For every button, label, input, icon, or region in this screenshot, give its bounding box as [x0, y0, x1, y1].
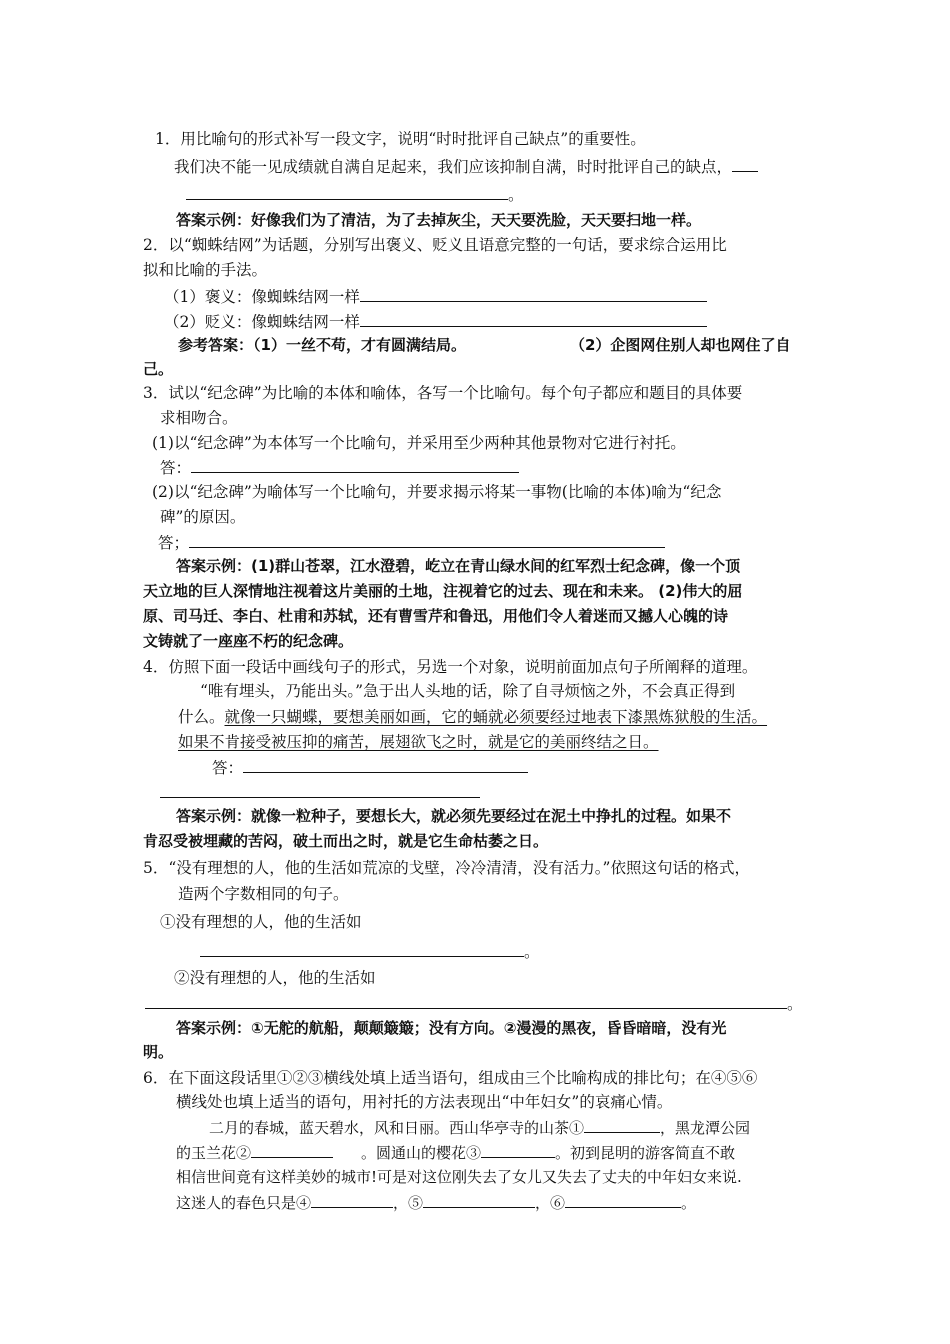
- q2-item-negative: （2）贬义：像蜘蛛结网一样: [164, 310, 707, 333]
- q3-answer-3: 原、司马迁、李白、杜甫和苏轼，还有曹雪芹和鲁迅，用他们令人着迷而又撼人心魄的诗: [143, 607, 729, 625]
- q2-item-positive: （1）褒义：像蜘蛛结网一样: [164, 285, 707, 308]
- q2-stem: 2．以“蜘蛛结网”为话题，分别写出褒义、贬义且语意完整的一句话，要求综合运用比: [143, 236, 727, 254]
- q1-answer-blank-2[interactable]: [186, 183, 508, 200]
- q6-passage-3: 相信世间竟有这样美妙的城市!可是对这位刚失去了女儿又失去了丈夫的中年妇女来说.: [176, 1168, 742, 1186]
- q6-blank-2[interactable]: [251, 1141, 333, 1158]
- q1-answer-blank[interactable]: [732, 155, 758, 172]
- q4-answer-blank[interactable]: [243, 756, 528, 773]
- q6-blank-6[interactable]: [565, 1191, 681, 1208]
- q4-answer-line: 答：: [212, 756, 528, 779]
- q1-answer: 答案示例：好像我们为了清洁，为了去掉灰尘，天天要洗脸，天天要扫地一样。: [176, 211, 702, 229]
- q6-blank-4[interactable]: [311, 1191, 393, 1208]
- q3-answer-blank-2[interactable]: [189, 531, 665, 548]
- q3-answer: 答案示例：(1)群山苍翠，江水澄碧，屹立在青山绿水间的红军烈士纪念碑，像一个顶: [176, 557, 741, 575]
- q4-passage-1: “唯有埋头，乃能出头。”急于出人头地的话，除了自寻烦恼之外，不会真正得到: [200, 682, 736, 700]
- q3-sub2-cont: 碑”的原因。: [160, 508, 246, 526]
- q6-blank-5[interactable]: [423, 1191, 535, 1208]
- q2-positive-blank[interactable]: [360, 285, 707, 302]
- q4-underlined-sentence: 就像一只蝴蝶，要想美丽如画，它的蛹就必须要经过地表下漆黑炼狱般的生活。: [224, 708, 768, 726]
- q6-passage-1: 二月的春城，蓝天碧水，风和日丽。西山华亭寺的山茶① ，黑龙潭公园: [209, 1116, 750, 1139]
- q6-blank-1[interactable]: [584, 1116, 660, 1133]
- q5-answer-cont: 明。: [143, 1043, 174, 1061]
- q5-item1: ①没有理想的人，他的生活如: [160, 913, 362, 931]
- q5-item1-line: 。: [200, 940, 540, 963]
- q3-answer-line1: 答：: [160, 456, 519, 479]
- q2-negative-blank[interactable]: [360, 310, 707, 327]
- q1-line2: 。: [186, 183, 524, 206]
- q4-passage-2: 什么。就像一只蝴蝶，要想美丽如画，它的蛹就必须要经过地表下漆黑炼狱般的生活。: [178, 708, 768, 726]
- q6-stem: 6．在下面这段话里①②③横线处填上适当语句，组成由三个比喻构成的排比句；在④⑤⑥: [143, 1069, 758, 1087]
- q5-stem: 5．“没有理想的人，他的生活如荒凉的戈壁，冷冷清清，没有活力。”依照这句话的格式，: [143, 859, 750, 877]
- q5-blank-2[interactable]: [145, 992, 787, 1009]
- q3-stem: 3．试以“纪念碑”为比喻的本体和喻体，各写一个比喻句。每个句子都应和题目的具体要: [143, 384, 743, 402]
- q2-answer: 参考答案：（1）一丝不苟，才有圆满结局。: [178, 336, 466, 354]
- q5-item2-line: 。: [145, 992, 803, 1015]
- q3-answer-2: 天立地的巨人深情地注视着这片美丽的土地，注视着它的过去、现在和未来。 (2)伟大的屈: [143, 582, 743, 600]
- q6-passage-4: 这迷人的春色只是④ ，⑤ ，⑥ 。: [176, 1191, 696, 1214]
- q3-answer-4: 文铸就了一座座不朽的纪念碑。: [143, 632, 354, 650]
- q1-text: 我们决不能一见成绩就自满自足起来，我们应该抑制自满，时时批评自己的缺点，: [174, 155, 758, 178]
- q3-stem-cont: 求相吻合。: [160, 409, 238, 427]
- q5-blank-1[interactable]: [200, 940, 524, 957]
- q3-sub2: (2)以“纪念碑”为喻体写一个比喻句，并要求揭示将某一事物(比喻的本体)喻为“纪念: [152, 483, 722, 501]
- q4-passage-3: 如果不肯接受被压抑的痛苦，展翅欲飞之时，就是它的美丽终结之日。: [178, 733, 659, 751]
- q1-stem: 1．用比喻句的形式补写一段文字，说明“时时批评自己缺点”的重要性。: [155, 130, 646, 148]
- q4-answer-cont: 肯忍受被埋藏的苦闷，破土而出之时，就是它生命枯萎之日。: [143, 832, 549, 850]
- q4-answer-blank-2[interactable]: [160, 797, 480, 798]
- q4-answer: 答案示例：就像一粒种子，要想长大，就必须先要经过在泥土中挣扎的过程。如果不: [176, 807, 732, 825]
- q3-answer-line2: 答；: [158, 531, 665, 554]
- q3-answer-blank-1[interactable]: [191, 456, 519, 473]
- q4-stem: 4．仿照下面一段话中画线句子的形式，另选一个对象，说明前面加点句子所阐释的道理。: [143, 658, 758, 676]
- q5-answer: 答案示例：①无舵的航船，颠颠簸簸；没有方向。②漫漫的黑夜，昏昏暗暗，没有光: [176, 1019, 727, 1037]
- q6-blank-3[interactable]: [481, 1141, 555, 1158]
- q5-item2: ②没有理想的人，他的生活如: [174, 969, 376, 987]
- q6-stem-cont: 横线处也填上适当的语句，用衬托的方法表现出“中年妇女”的哀痛心情。: [176, 1093, 673, 1111]
- q2-answer-part2: （2）企图网住别人却也网住了自: [570, 336, 791, 354]
- q6-passage-2: 的玉兰花② 。圆通山的樱花③ 。初到昆明的游客简直不敢: [176, 1141, 735, 1164]
- q5-stem-cont: 造两个字数相同的句子。: [178, 885, 349, 903]
- q2-stem-cont: 拟和比喻的手法。: [143, 261, 268, 279]
- q2-answer-cont: 己。: [143, 360, 174, 378]
- q3-sub1: (1)以“纪念碑”为本体写一个比喻句，并采用至少两种其他景物对它进行衬托。: [152, 434, 686, 452]
